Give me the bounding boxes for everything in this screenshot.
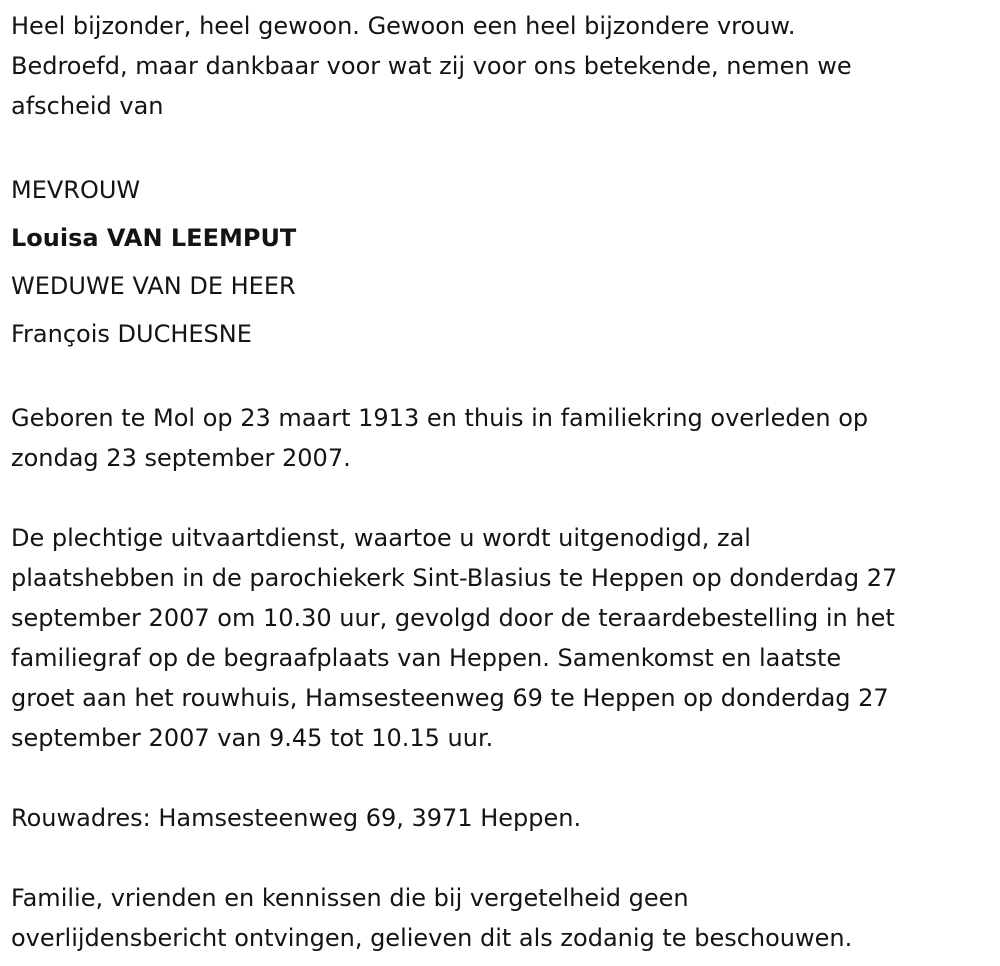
funeral-line: familiegraf op de begraafplaats van Heppen. Samenkomst en laatste [11,644,842,672]
birth-death-paragraph [11,398,991,478]
paragraph-spacer [11,358,991,398]
spouse-name: François DUCHESNE [11,320,252,348]
obituary-notice [11,6,991,958]
closing-line: overlijdensbericht ontvingen, gelieven dit als zodanig te beschouwen. [11,924,853,952]
birth-death-line: Geboren te Mol op 23 maart 1913 en thuis in familiekring overleden op [11,404,869,432]
paragraph-spacer [11,838,991,878]
funeral-line: groet aan het rouwhuis, Hamsesteenweg 69 te Heppen op donderdag 27 [11,684,889,712]
intro-line: Heel bijzonder, heel gewoon. Gewoon een heel bijzondere vrouw. [11,12,796,40]
paragraph-spacer [11,478,991,518]
mourning-address: Rouwadres: Hamsesteenweg 69, 3971 Heppen. [11,804,582,832]
intro-line: afscheid van [11,92,164,120]
closing-line: Familie, vrienden en kennissen die bij vergetelheid geen [11,884,689,912]
intro-paragraph [11,6,991,126]
birth-death-line: zondag 23 september 2007. [11,444,351,472]
funeral-paragraph [11,518,991,758]
funeral-line: plaatshebben in de parochiekerk Sint-Blasius te Heppen op donderdag 27 [11,564,898,592]
deceased-block [11,166,991,358]
funeral-line: september 2007 van 9.45 tot 10.15 uur. [11,724,494,752]
funeral-line: De plechtige uitvaartdienst, waartoe u wordt uitgenodigd, zal [11,524,751,552]
paragraph-spacer [11,758,991,798]
intro-line: Bedroefd, maar dankbaar voor wat zij voor ons betekende, nemen we [11,52,852,80]
paragraph-spacer [11,126,991,166]
deceased-title: MEVROUW [11,176,141,204]
deceased-relation: WEDUWE VAN DE HEER [11,272,296,300]
address-paragraph [11,798,991,838]
funeral-line: september 2007 om 10.30 uur, gevolgd door de teraardebestelling in het [11,604,895,632]
closing-paragraph [11,878,991,958]
deceased-name: Louisa VAN LEEMPUT [11,224,297,252]
